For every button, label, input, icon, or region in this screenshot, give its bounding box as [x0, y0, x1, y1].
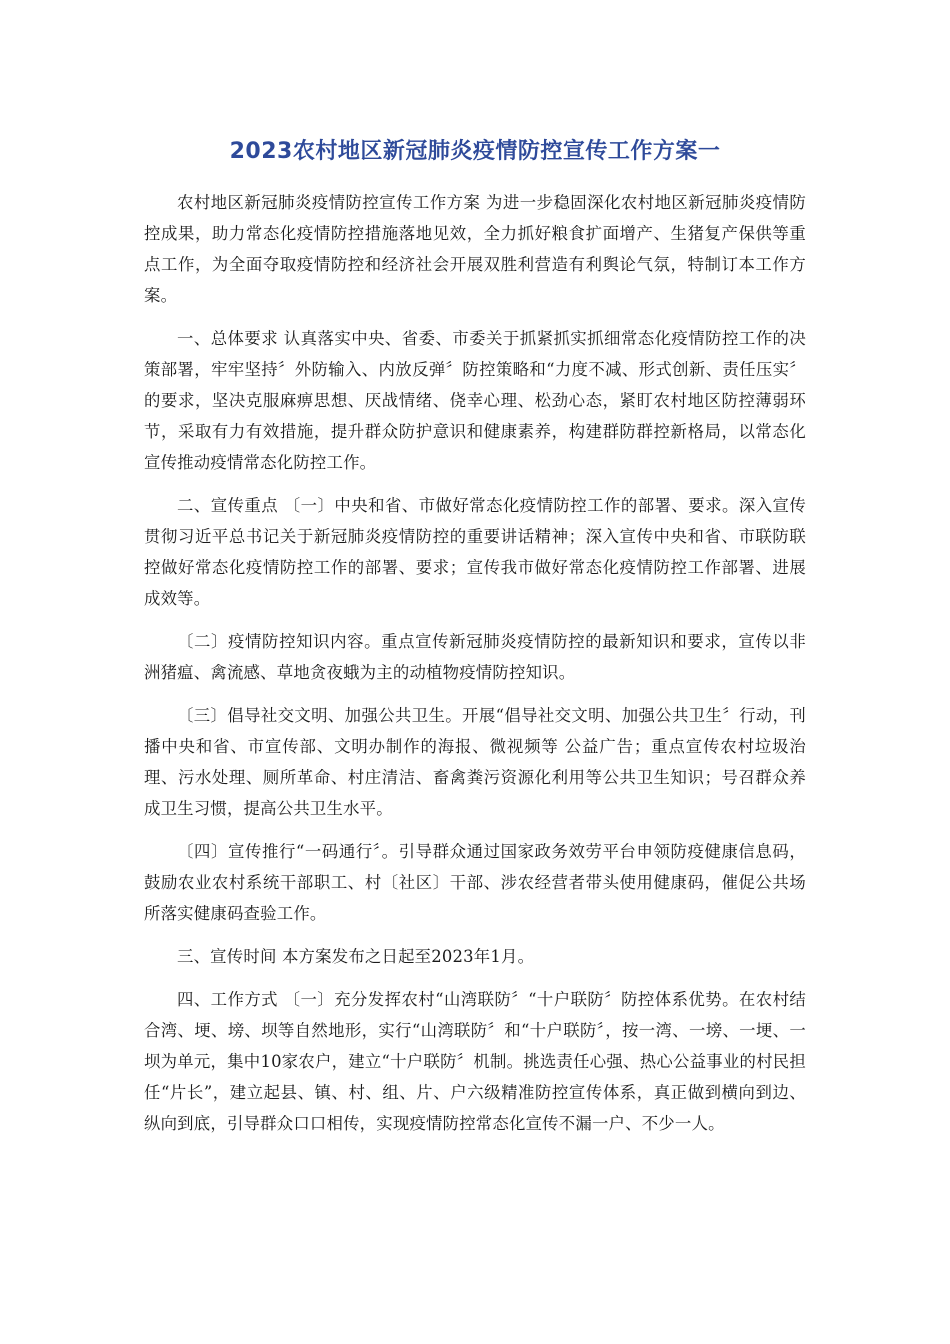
paragraph-publicity-focus-4: 〔四〕宣传推行“一码通行〞。引导群众通过国家政务效劳平台申领防疫健康信息码，鼓励农业农村系统干部职工、村〔社区〕干部、涉农经营者带头使用健康码，催促公共场所落实健康码查验工作。: [144, 842, 806, 923]
paragraph-general-requirements: 一、总体要求 认真落实中央、省委、市委关于抓紧抓实抓细常态化疫情防控工作的决策部署，牢牢坚持〞外防输入、内放反弹〞防控策略和“力度不减、形式创新、责任压实〞的要求，坚决克服麻痹思想、厌战情绪、侥幸心理、松劲心态，紧盯农村地区防控薄弱环节，采取有力有效措施，提升群众防护意识和健康素养，构建群防群控新格局，以常态化宣传推动疫情常态化防控工作。: [144, 329, 806, 472]
paragraph-publicity-focus-3: 〔三〕倡导社交文明、加强公共卫生。开展“倡导社交文明、加强公共卫生〞行动，刊播中央和省、市宣传部、文明办制作的海报、微视频等 公益广告；重点宣传农村垃圾治理、污水处理、厕所革命、村庄清洁、畜禽粪污资源化利用等公共卫生知识；号召群众养成卫生习惯，提高公共卫生水平。: [144, 706, 806, 818]
document-title: 2023农村地区新冠肺炎疫情防控宣传工作方案一: [229, 139, 721, 164]
paragraph-publicity-time: 三、宣传时间 本方案发布之日起至2023年1月。: [177, 947, 535, 966]
paragraph-intro: 农村地区新冠肺炎疫情防控宣传工作方案 为进一步稳固深化农村地区新冠肺炎疫情防控成果，助力常态化疫情防控措施落地见效，全力抓好粮食扩面增产、生猪复产保供等重点工作，为全面夺取疫情防控和经济社会开展双胜利营造有利舆论气氛，特制订本工作方案。: [144, 193, 806, 305]
document-page: [144, 128, 806, 1151]
paragraph-publicity-focus-2: 〔二〕疫情防控知识内容。重点宣传新冠肺炎疫情防控的最新知识和要求，宣传以非洲猪瘟、禽流感、草地贪夜蛾为主的动植物疫情防控知识。: [144, 632, 806, 682]
paragraph-work-methods: 四、工作方式 〔一〕充分发挥农村“山湾联防〞“十户联防〞防控体系优势。在农村结合湾、埂、塝、坝等自然地形，实行“山湾联防〞和“十户联防〞，按一湾、一塝、一埂、一坝为单元，集中10家农户，建立“十户联防〞机制。挑选责任心强、热心公益事业的村民担任“片长”，建立起县、镇、村、组、片、户六级精准防控宣传体系，真正做到横向到边、纵向到底，引导群众口口相传，实现疫情防控常态化宣传不漏一户、不少一人。: [144, 990, 806, 1133]
paragraph-publicity-focus-1: 二、宣传重点 〔一〕中央和省、市做好常态化疫情防控工作的部署、要求。深入宣传贯彻习近平总书记关于新冠肺炎疫情防控的重要讲话精神；深入宣传中央和省、市联防联控做好常态化疫情防控工作的部署、要求；宣传我市做好常态化疫情防控工作部署、进展成效等。: [144, 496, 806, 608]
